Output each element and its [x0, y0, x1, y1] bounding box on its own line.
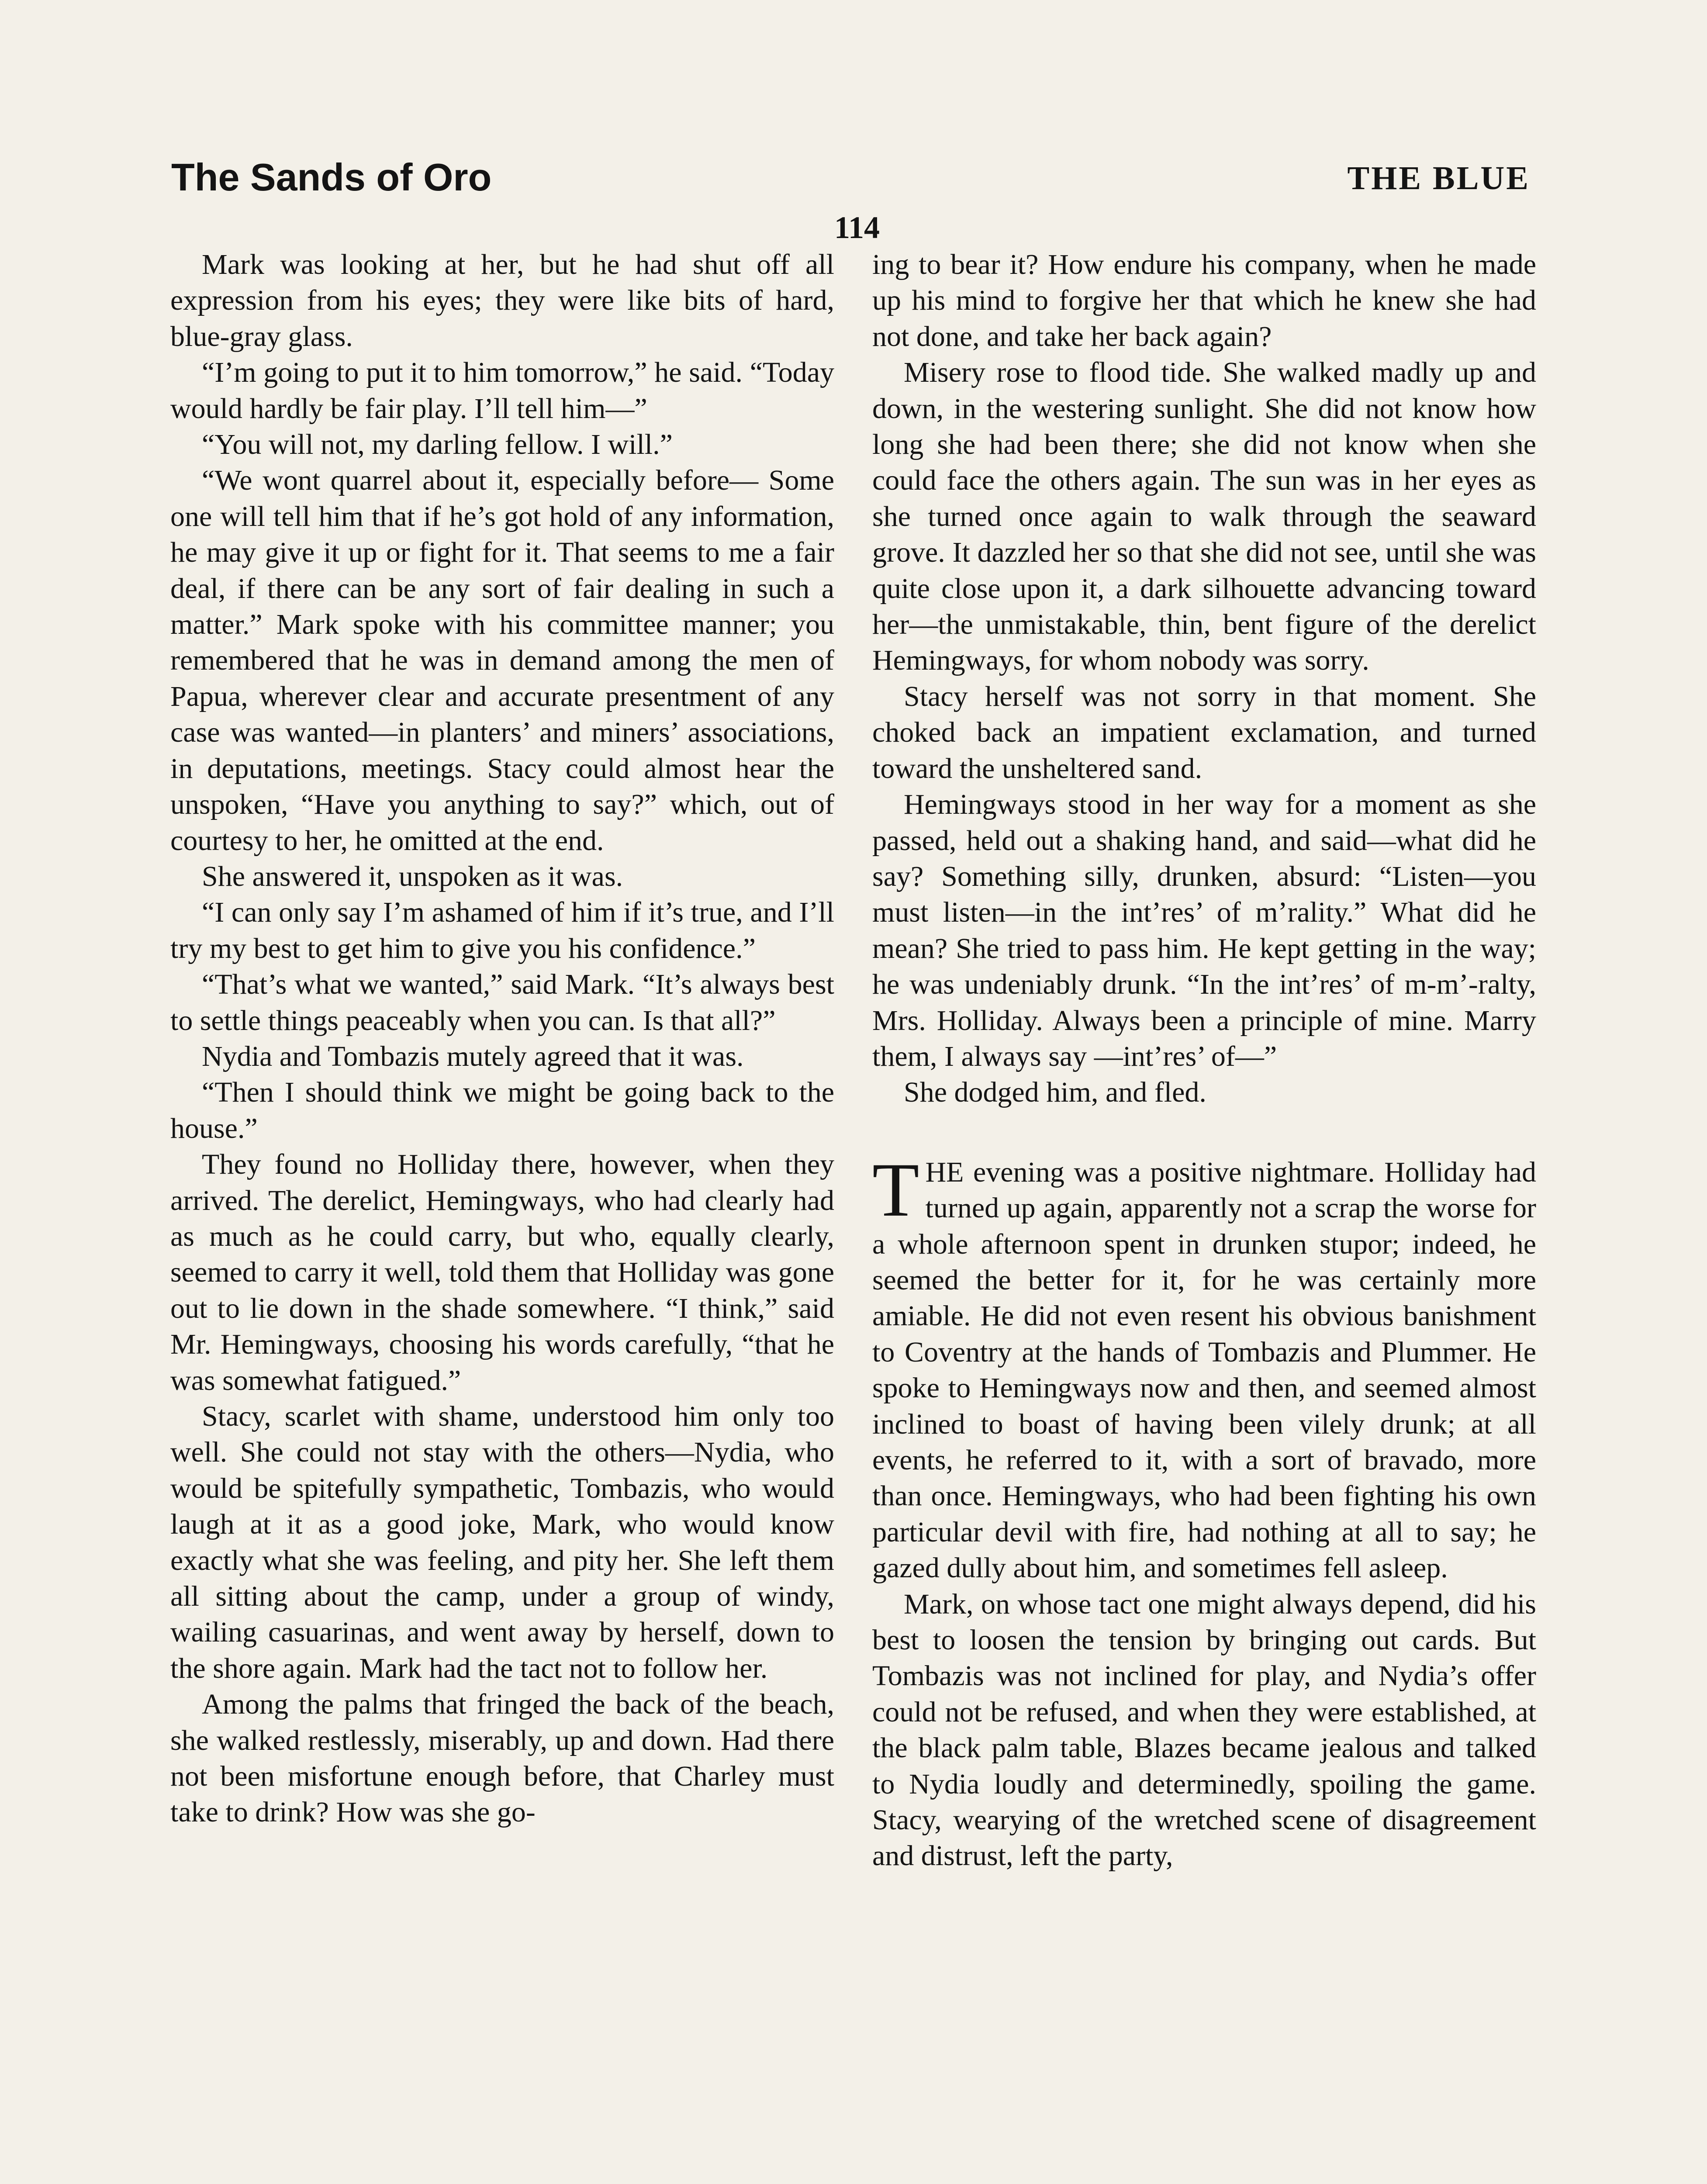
- left-column: [170, 247, 834, 1831]
- page-number: 114: [834, 210, 880, 245]
- paragraph: Mark was looking at her, but he had shut off all expression from his eyes; they were like bits of hard, blue-gray glass.: [170, 249, 834, 352]
- running-head-title: The Sands of Oro: [171, 156, 492, 199]
- paragraph: “I’m going to put it to him tomorrow,” he said. “Today would hardly be fair play. I’ll tell him—”: [170, 356, 834, 425]
- paragraph: “That’s what we wanted,” said Mark. “It’s always best to settle things peaceably when you can. Is that all?”: [170, 968, 834, 1037]
- section-opening-paragraph: [872, 1147, 1536, 1586]
- paragraph: “You will not, my darling fellow. I will.”: [202, 429, 673, 461]
- paragraph: Nydia and Tombazis mutely agreed that it was.: [202, 1040, 744, 1072]
- paragraph: “I can only say I’m ashamed of him if it’s true, and I’ll try my best to get him to give you his confidence.”: [170, 896, 834, 964]
- paragraph: Among the palms that fringed the back of the beach, she walked restlessly, miserably, up and down. Had there not been misfortune enough before, that Charley must take to drink? How was she go-: [170, 1688, 834, 1828]
- right-column: [872, 247, 1536, 1874]
- paragraph: Mark, on whose tact one might always depend, did his best to loosen the tension by bringing out cards. But Tombazis was not inclined for play, and Nydia’s offer could not be refused, and when they were established, at the black palm table, Blazes became jealous and talked to Nydia loudly and determinedly, spoiling the game. Stacy, wearying of the wretched scene of disagreement and distrust, left the party,: [872, 1588, 1536, 1872]
- continued-paragraph: ing to bear it? How endure his company, when he made up his mind to forgive her that which he knew she had not done, and take her back again?: [872, 249, 1536, 352]
- paragraph: She dodged him, and fled.: [904, 1076, 1206, 1109]
- running-head-magazine: THE BLUE: [1347, 160, 1530, 197]
- drop-cap: T: [872, 1147, 919, 1233]
- paragraph: “Then I should think we might be going back to the house.”: [170, 1076, 834, 1144]
- paragraph: Hemingways stood in her way for a moment as she passed, held out a shaking hand, and said—what did he say? Something silly, drunken, absurd: “Listen—you must listen—in the int’res’ of m’rality.” What did he mean? She tried to pass him. He kept getting in the way; he was undeniably drunk. “In the int’res’ of m-m’-ralty, Mrs. Holliday. Always been a principle of mine. Marry them, I always say —int’res’ of—”: [872, 788, 1536, 1072]
- paragraph: Misery rose to flood tide. She walked madly up and down, in the westering sunlight. She did not know how long she had been there; she did not know when she could face the others again. The sun was in her eyes as she turned once again to walk through the seaward grove. It dazzled her so that she did not see, until she was quite close upon it, a dark silhouette advancing toward her—the unmistakable, thin, bent figure of the derelict Hemingways, for whom nobody was sorry.: [872, 356, 1536, 677]
- paragraph: Stacy herself was not sorry in that moment. She choked back an impatient exclamation, and turned toward the unsheltered sand.: [872, 680, 1536, 784]
- section-opening-text: HE evening was a positive nightmare. Holliday had turned up again, apparently not a scrap the worse for a whole afternoon spent in drunken stupor; indeed, he seemed the better for it, for he was certainly more amiable. He did not even resent his obvious banishment to Coventry at the hands of Tombazis and Plummer. He spoke to Hemingways now and then, and seemed almost inclined to boast of having been vilely drunk; at all events, he referred to it, with a sort of bravado, more than once. Hemingways, who had been fighting his own particular devil with fire, had nothing at all to say; he gazed dully about him, and sometimes fell asleep.: [872, 1156, 1536, 1584]
- paragraph: Stacy, scarlet with shame, understood him only too well. She could not stay with the others—Nydia, who would be spitefully sympathetic, Tombazis, who would laugh at it as a good joke, Mark, who would know exactly what she was feeling, and pity her. She left them all sitting about the camp, under a group of windy, wailing casuarinas, and went away by herself, down to the shore again. Mark had the tact not to follow her.: [170, 1400, 834, 1684]
- paragraph: She answered it, unspoken as it was.: [202, 860, 623, 892]
- paragraph: They found no Holliday there, however, when they arrived. The derelict, Hemingways, who had clearly had as much as he could carry, but who, equally clearly, seemed to carry it well, told them that Holliday was gone out to lie down in the shade somewhere. “I think,” said Mr. Hemingways, choosing his words carefully, “that he was somewhat fatigued.”: [170, 1148, 834, 1396]
- paragraph: “We wont quarrel about it, especially before— Some one will tell him that if he’s got hold of any information, he may give it up or fight for it. That seems to me a fair deal, if there can be any sort of fair dealing in such a matter.” Mark spoke with his committee manner; you remembered that he was in demand among the men of Papua, wherever clear and accurate presentment of any case was wanted—in planters’ and miners’ associations, in deputations, meetings. Stacy could almost hear the unspoken, “Have you anything to say?” which, out of courtesy to her, he omitted at the end.: [170, 464, 834, 857]
